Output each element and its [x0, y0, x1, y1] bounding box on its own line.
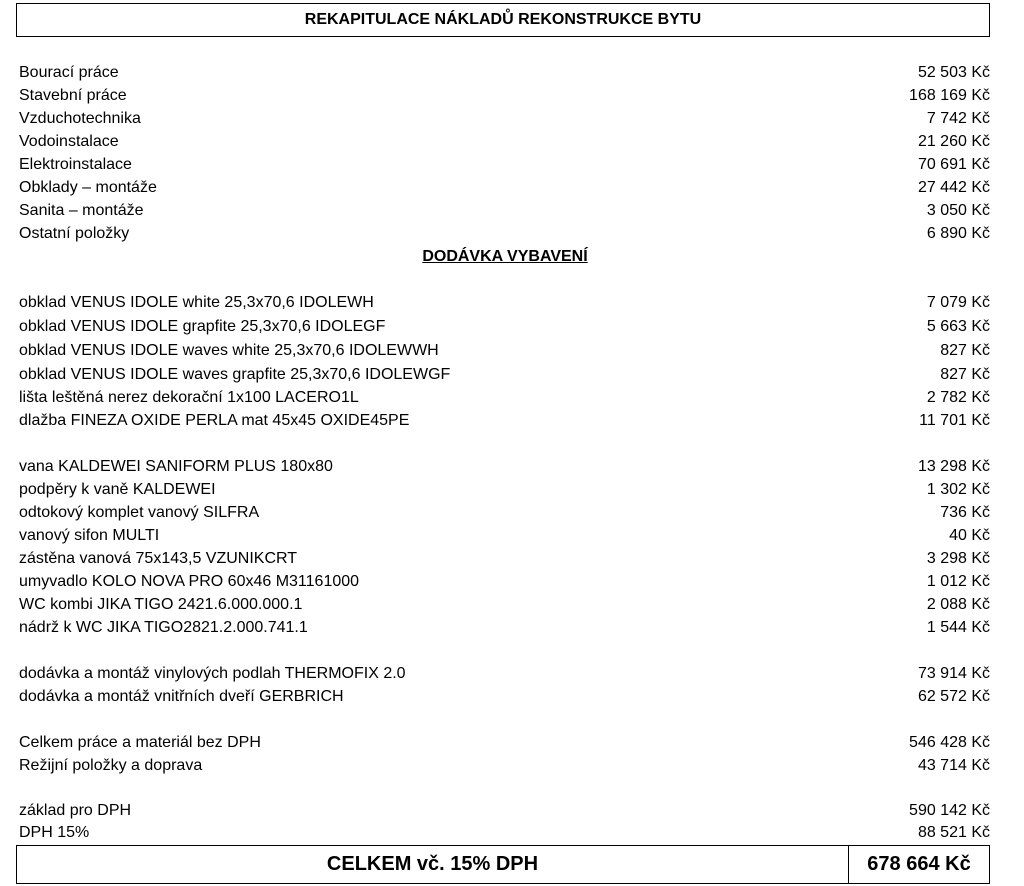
item-row: [19, 387, 990, 409]
item-label: vana KALDEWEI SANIFORM PLUS 180x80: [19, 458, 333, 475]
cost-row-demolition: [19, 62, 990, 84]
grand-total-label: CELKEM vč. 15% DPH: [17, 846, 849, 883]
item-label: obklad VENUS IDOLE white 25,3x70,6 IDOLEWH: [19, 294, 374, 311]
overhead-label: Režijní položky a doprava: [19, 757, 203, 774]
cost-row-ventilation: [19, 108, 990, 130]
cost-label: Stavební práce: [19, 87, 127, 104]
item-row: [19, 571, 990, 593]
cost-value: 21 260 Kč: [917, 133, 990, 150]
item-row: [19, 502, 990, 524]
item-row: [19, 594, 990, 616]
item-value: 1 012 Kč: [926, 573, 990, 590]
item-row: [19, 548, 990, 570]
item-value: 62 572 Kč: [917, 688, 990, 705]
cost-value: 27 442 Kč: [917, 179, 990, 196]
cost-row-sanitary-install: [19, 200, 990, 222]
vat-base-row: [19, 800, 990, 822]
item-label: obklad VENUS IDOLE waves grapfite 25,3x70,6 IDOLEWGF: [19, 366, 451, 383]
item-row: [19, 617, 990, 639]
item-label: obklad VENUS IDOLE grapfite 25,3x70,6 IDOLEGF: [19, 318, 386, 335]
cost-row-plumbing: [19, 131, 990, 153]
subtotal-row: [19, 732, 990, 754]
cost-label: Ostatní položky: [19, 225, 130, 242]
item-value: 1 302 Kč: [926, 481, 990, 498]
item-row: [19, 316, 990, 338]
item-label: dodávka a montáž vnitřních dveří GERBRICH: [19, 688, 344, 705]
item-row: [19, 456, 990, 478]
item-label: WC kombi JIKA TIGO 2421.6.000.000.1: [19, 596, 303, 613]
item-label: odtokový komplet vanový SILFRA: [19, 504, 260, 521]
item-value: 2 782 Kč: [926, 389, 990, 406]
cost-value: 70 691 Kč: [917, 156, 990, 173]
vat-row: [19, 822, 990, 844]
item-label: umyvadlo KOLO NOVA PRO 60x46 M31161000: [19, 573, 360, 590]
subtotal-value: 546 428 Kč: [909, 734, 990, 751]
cost-label: Bourací práce: [19, 64, 119, 81]
item-value: 3 298 Kč: [926, 550, 990, 567]
cost-row-construction: [19, 85, 990, 107]
cost-label: Obklady – montáže: [19, 179, 157, 196]
cost-row-tiling-install: [19, 177, 990, 199]
item-label: zástěna vanová 75x143,5 VZUNIKCRT: [19, 550, 298, 567]
item-row: [19, 410, 990, 432]
item-value: 1 544 Kč: [926, 619, 990, 636]
item-label: nádrž k WC JIKA TIGO2821.2.000.741.1: [19, 619, 308, 636]
cost-value: 168 169 Kč: [909, 87, 990, 104]
cost-value: 52 503 Kč: [917, 64, 990, 81]
item-row: [19, 479, 990, 501]
item-row: [19, 686, 990, 708]
item-value: 13 298 Kč: [917, 458, 990, 475]
item-value: 2 088 Kč: [926, 596, 990, 613]
item-value: 73 914 Kč: [917, 665, 990, 682]
vat-base-label: základ pro DPH: [19, 802, 132, 819]
item-label: obklad VENUS IDOLE waves white 25,3x70,6 IDOLEWWH: [19, 342, 439, 359]
cost-value: 6 890 Kč: [926, 225, 990, 242]
item-row: [19, 525, 990, 547]
item-value: 827 Kč: [940, 342, 990, 359]
cost-label: Vodoinstalace: [19, 133, 119, 150]
vat-label: DPH 15%: [19, 824, 90, 841]
item-label: dodávka a montáž vinylových podlah THERMOFIX 2.0: [19, 665, 406, 682]
item-label: vanový sifon MULTI: [19, 527, 160, 544]
cost-label: Elektroinstalace: [19, 156, 132, 173]
item-label: podpěry k vaně KALDEWEI: [19, 481, 216, 498]
equipment-heading: DODÁVKA VYBAVENÍ: [422, 248, 588, 265]
item-label: lišta leštěná nerez dekorační 1x100 LACERO1L: [19, 389, 359, 406]
item-row: [19, 340, 990, 362]
overhead-row: [19, 755, 990, 777]
item-value: 7 079 Kč: [926, 294, 990, 311]
grand-total-value: 678 664 Kč: [867, 853, 971, 875]
cost-value: 3 050 Kč: [926, 202, 990, 219]
item-value: 736 Kč: [940, 504, 990, 521]
vat-value: 88 521 Kč: [917, 824, 990, 841]
document-title: REKAPITULACE NÁKLADŮ REKONSTRUKCE BYTU: [16, 3, 990, 37]
cost-row-electrical: [19, 154, 990, 176]
cost-label: Sanita – montáže: [19, 202, 144, 219]
overhead-value: 43 714 Kč: [917, 757, 990, 774]
item-row: [19, 292, 990, 314]
grand-total: [16, 845, 990, 884]
vat-base-value: 590 142 Kč: [909, 802, 990, 819]
item-row: [19, 364, 990, 386]
cost-value: 7 742 Kč: [926, 110, 990, 127]
cost-label: Vzduchotechnika: [19, 110, 141, 127]
item-value: 11 701 Kč: [919, 412, 990, 429]
item-row: [19, 663, 990, 685]
item-label: dlažba FINEZA OXIDE PERLA mat 45x45 OXIDE45PE: [19, 412, 410, 429]
subtotal-label: Celkem práce a materiál bez DPH: [19, 734, 261, 751]
item-value: 40 Kč: [949, 527, 990, 544]
item-value: 827 Kč: [940, 366, 990, 383]
cost-row-other: [19, 223, 990, 245]
item-value: 5 663 Kč: [926, 318, 990, 335]
